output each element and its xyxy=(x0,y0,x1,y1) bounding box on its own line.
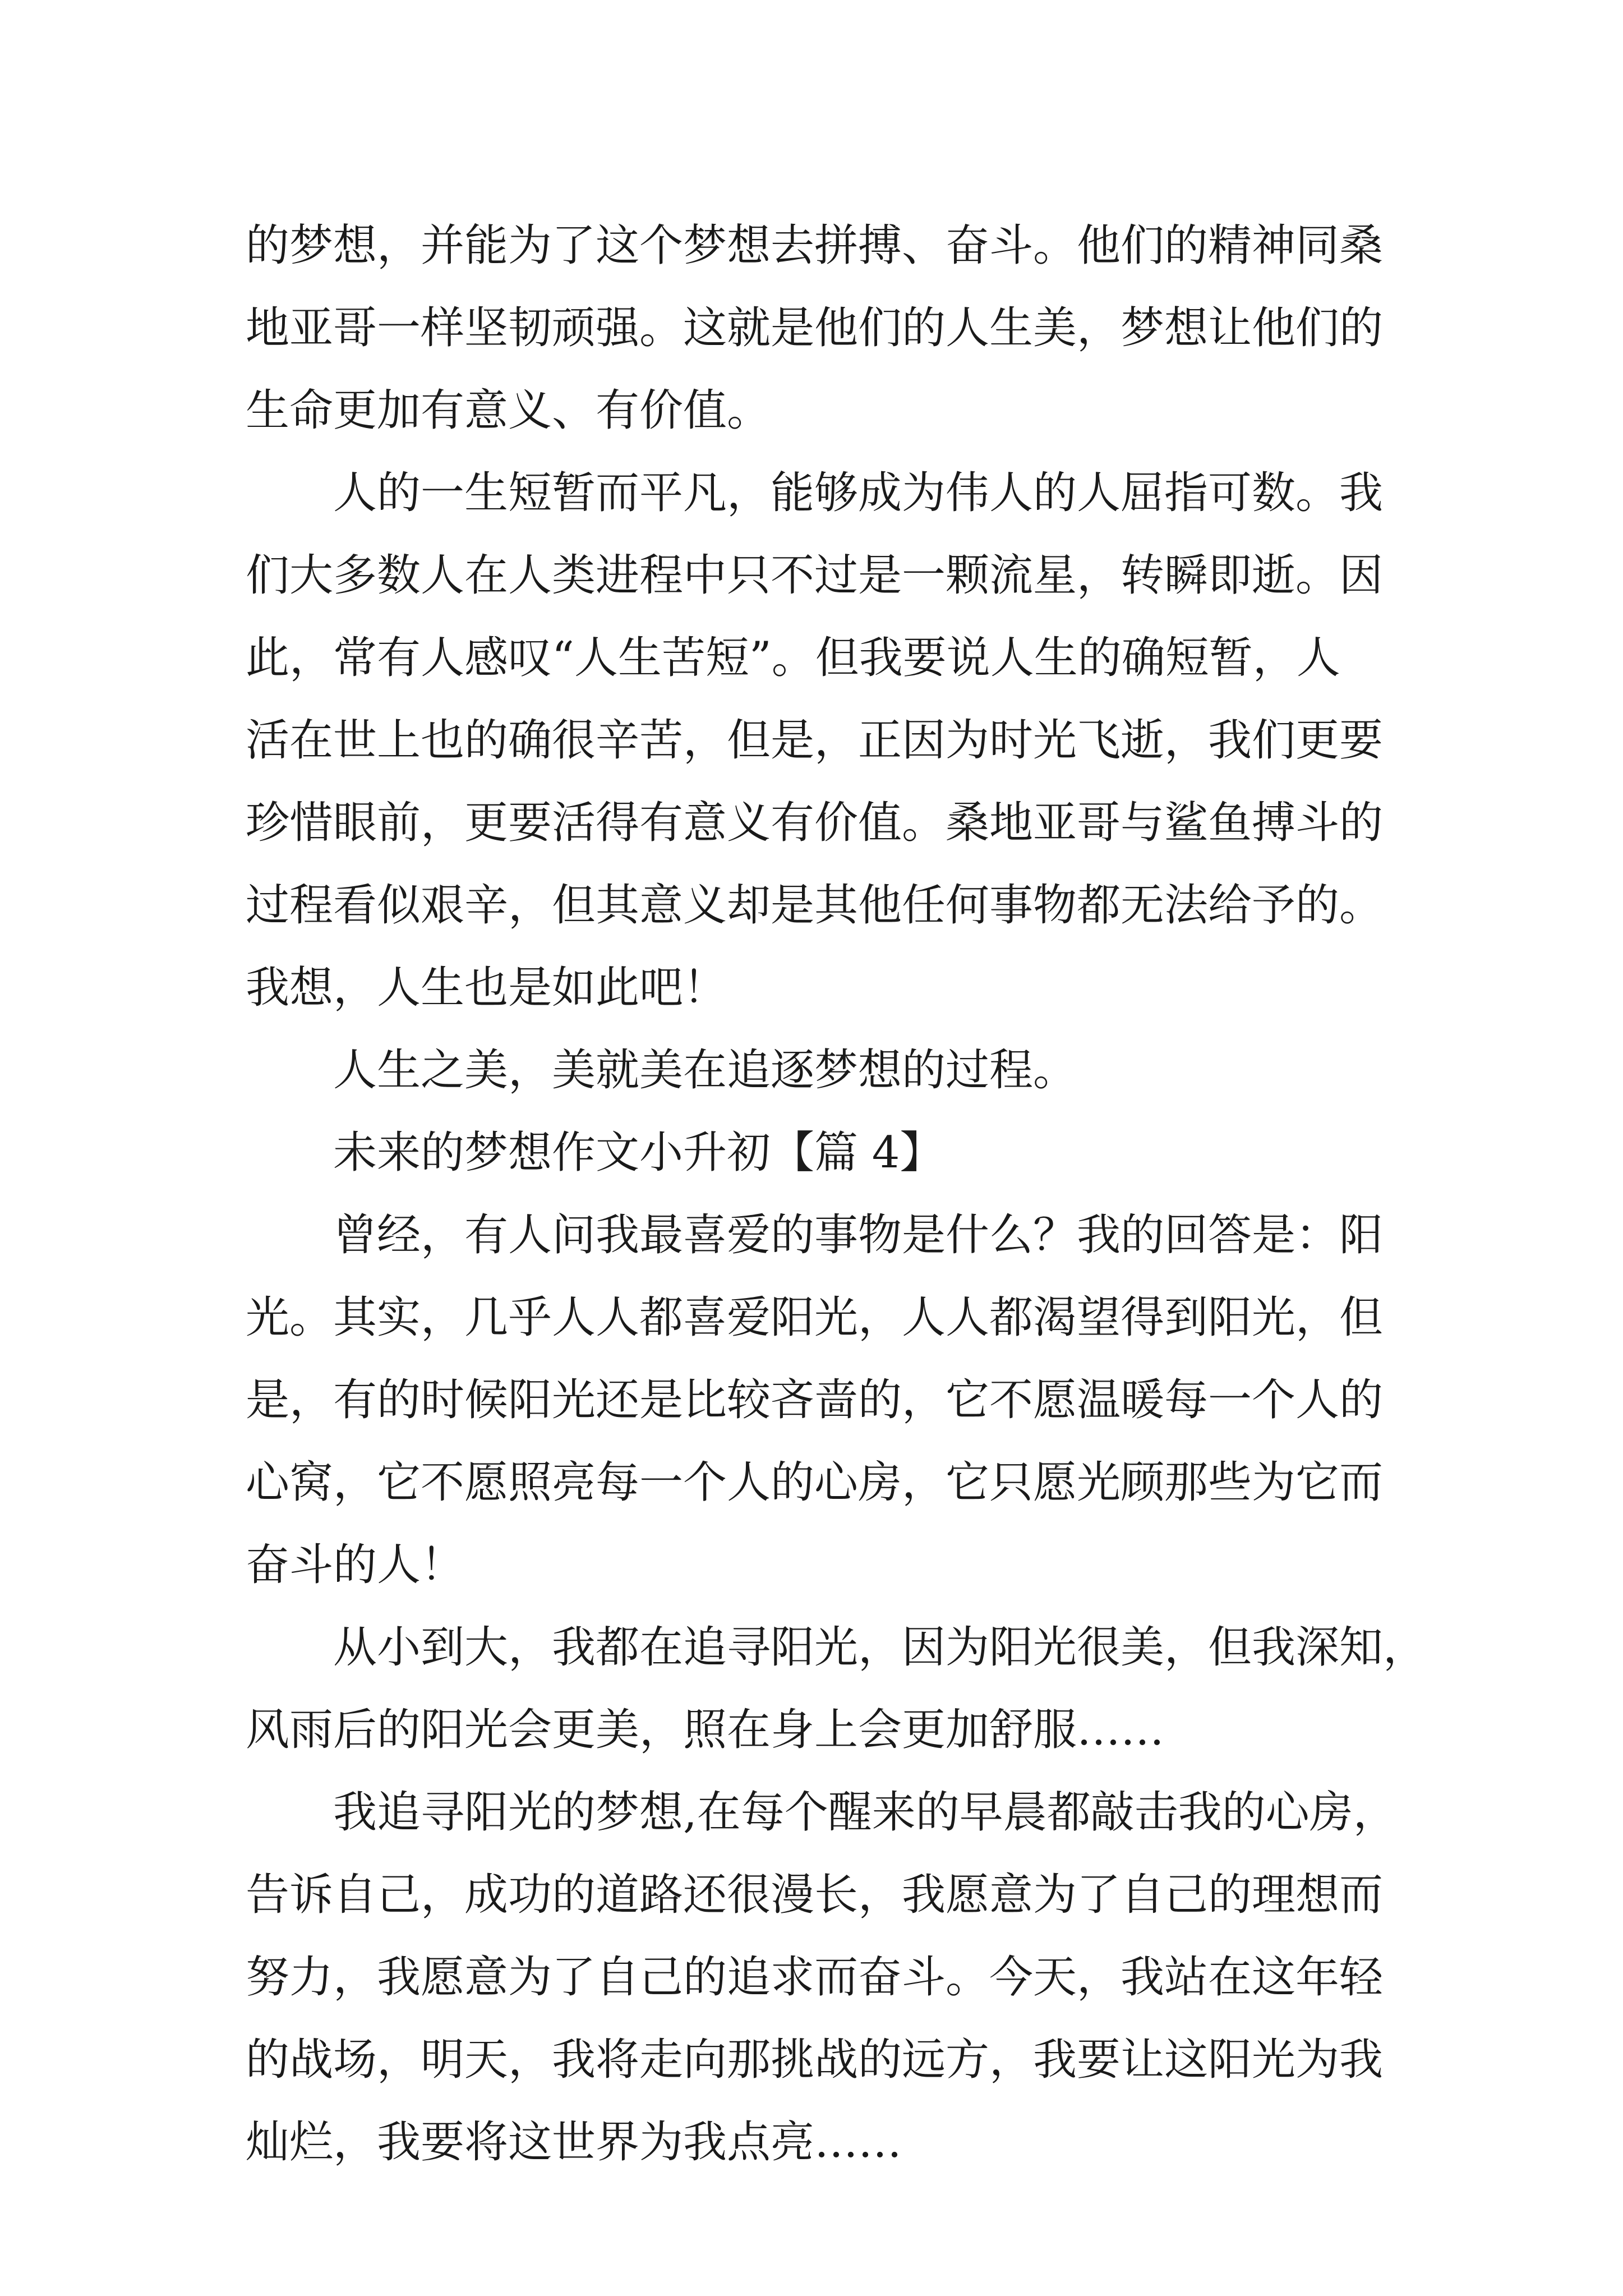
text-line: 珍惜眼前，更要活得有意义有价值。桑地亚哥与鲨鱼搏斗的 xyxy=(246,798,1384,848)
paragraph-2 xyxy=(246,452,1401,1029)
document-body xyxy=(246,205,1427,2184)
text-line: 心窝，它不愿照亮每一个人的心房，它只愿光顾那些为它而 xyxy=(246,1457,1384,1508)
text-line: 是，有的时候阳光还是比较吝啬的，它不愿温暖每一个人的 xyxy=(246,1375,1384,1425)
text-line: 奋斗的人！ xyxy=(246,1540,465,1590)
text-line: 风雨后的阳光会更美，照在身上会更加舒服…… xyxy=(246,1705,1165,1755)
heading-text: 未来的梦想作文小升初【篇 4】 xyxy=(333,1128,944,1178)
text-line: 灿烂，我要将这世界为我点亮…… xyxy=(246,2117,902,2168)
text-line: 人生之美，美就美在追逐梦想的过程。 xyxy=(333,1045,1077,1096)
paragraph-5 xyxy=(246,1607,1427,1772)
text-line: 的战场，明天，我将走向那挑战的远方，我要让这阳光为我 xyxy=(246,2035,1384,2085)
text-line: 光。其实，几乎人人都喜爱阳光，人人都渴望得到阳光，但 xyxy=(246,1292,1384,1343)
text-line: 告诉自己，成功的道路还很漫长，我愿意为了自己的理想而 xyxy=(246,1870,1384,1920)
text-line: 活在世上也的确很辛苦，但是，正因为时光飞逝，我们更要 xyxy=(246,715,1384,766)
text-line: 曾经，有人问我最喜爱的事物是什么？我的回答是：阳 xyxy=(333,1210,1384,1260)
text-line: 地亚哥一样坚韧顽强。这就是他们的人生美，梦想让他们的 xyxy=(246,303,1384,353)
paragraph-1 xyxy=(246,205,1401,452)
text-line: 过程看似艰辛，但其意义却是其他任何事物都无法给予的。 xyxy=(246,880,1384,931)
text-line: 我想，人生也是如此吧！ xyxy=(246,963,727,1013)
text-line: 此，常有人感叹“人生苦短”。但我要说人生的确短暂，人 xyxy=(246,633,1340,683)
paragraph-4 xyxy=(246,1194,1401,1607)
text-line: 我追寻阳光的梦想,在每个醒来的早晨都敲击我的心房， xyxy=(333,1787,1397,1838)
text-line: 从小到大，我都在追寻阳光，因为阳光很美，但我深知， xyxy=(333,1622,1427,1673)
text-line: 们大多数人在人类进程中只不过是一颗流星，转瞬即逝。因 xyxy=(246,550,1384,601)
text-line: 人的一生短暂而平凡，能够成为伟人的人屈指可数。我 xyxy=(333,468,1384,518)
section-heading xyxy=(246,1112,1401,1194)
text-line: 的梦想，并能为了这个梦想去拼搏、奋斗。他们的精神同桑 xyxy=(246,220,1384,271)
text-line: 生命更加有意义、有价值。 xyxy=(246,385,771,436)
paragraph-6 xyxy=(246,1772,1401,2184)
paragraph-3 xyxy=(246,1029,1401,1112)
text-line: 努力，我愿意为了自己的追求而奋斗。今天，我站在这年轻 xyxy=(246,1952,1384,2003)
